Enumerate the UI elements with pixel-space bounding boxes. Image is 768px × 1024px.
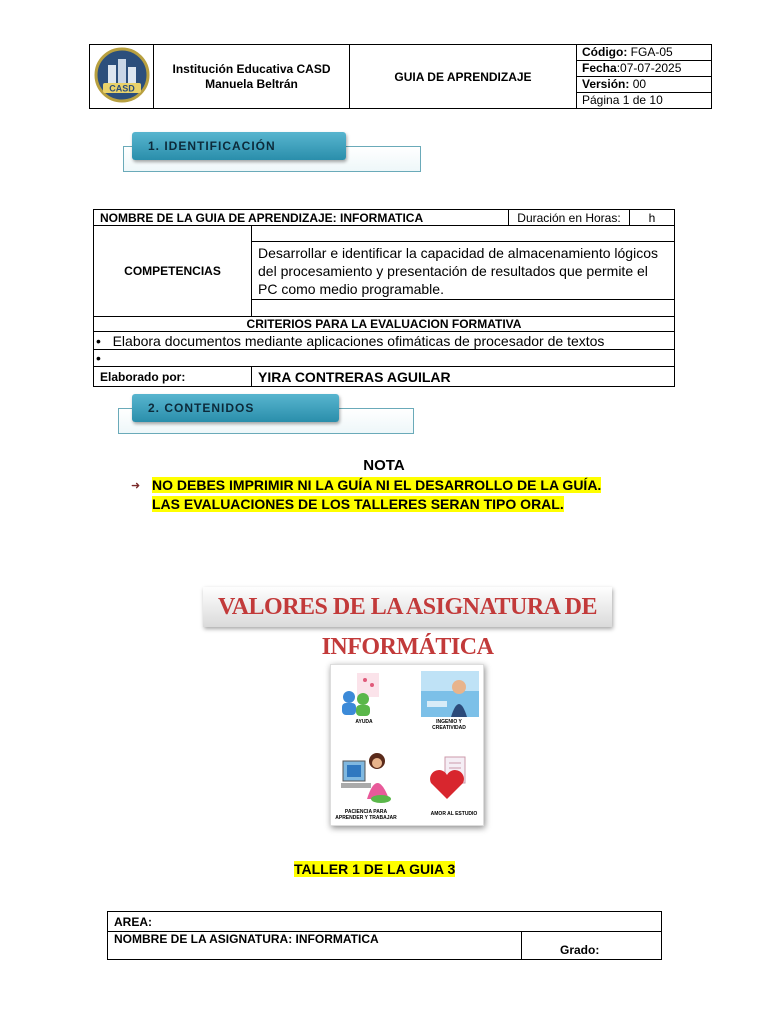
paciencia-icon	[339, 749, 395, 805]
criterio-row-2	[94, 350, 675, 367]
ingenio-caption	[423, 719, 475, 731]
fecha-cell	[577, 61, 712, 77]
ingenio-line-1: INGENIO Y	[436, 719, 462, 725]
document-header	[89, 44, 712, 109]
ingenio-icon	[421, 671, 479, 717]
paciencia-caption	[333, 809, 399, 821]
amor-caption: AMOR AL ESTUDIO	[430, 811, 478, 817]
criterios-label: CRITERIOS PARA LA EVALUACION FORMATIVA	[94, 317, 675, 332]
criterio-1-text: Elabora documentos mediante aplicaciones ofimáticas de procesador de textos	[112, 332, 605, 349]
nombre-guia-cell: NOMBRE DE LA GUIA DE APRENDIZAJE: INFORMATICA	[94, 210, 509, 226]
identification-table	[93, 209, 675, 387]
fecha-value: :07-07-2025	[616, 61, 682, 75]
valores-panel	[330, 664, 484, 826]
svg-text:CASD: CASD	[108, 83, 135, 94]
ayuda-caption: AYUDA	[355, 719, 373, 725]
version-value: 00	[629, 77, 647, 91]
paciencia-line-1: PACIENCIA PARA	[344, 809, 388, 815]
logo-cell	[90, 45, 154, 109]
paciencia-line-2: APRENDER Y TRABAJAR	[335, 815, 397, 821]
codigo-label: Código:	[582, 45, 628, 59]
competencias-empty-bottom	[252, 300, 675, 317]
version-cell	[577, 77, 712, 93]
elaborado-label: Elaborado por:	[94, 367, 252, 387]
guide-title: GUIA DE APRENDIZAJE	[350, 45, 577, 109]
nota-title: NOTA	[363, 457, 405, 474]
section-contenidos: 2. CONTENIDOS	[132, 394, 339, 422]
version-label: Versión:	[582, 77, 630, 91]
competencias-text: Desarrollar e identificar la capacidad de almacenamiento lógicos del procesamiento y presentación de resultados que permite el PC como medio programable.	[252, 242, 675, 300]
asignatura-cell: NOMBRE DE LA ASIGNATURA: INFORMATICA	[108, 932, 522, 960]
grado-cell: Grado:	[522, 932, 662, 960]
elaborado-value: YIRA CONTRERAS AGUILAR	[252, 367, 675, 387]
arrow-bullet-icon: ➜	[131, 480, 141, 492]
taller-title	[294, 861, 455, 877]
pagina-cell: Página 1 de 10	[577, 93, 712, 109]
competencias-label: COMPETENCIAS	[94, 226, 252, 317]
competencias-empty-top	[252, 226, 675, 242]
nota-text	[152, 476, 662, 514]
duracion-label: Duración en Horas:	[509, 210, 630, 226]
bullet-1: •	[96, 332, 113, 349]
ingenio-line-2: CREATIVIDAD	[432, 725, 466, 731]
valores-title: VALORES DE LA ASIGNATURA DE INFORMÁTICA	[203, 587, 612, 627]
nota-line-2: LAS EVALUACIONES DE LOS TALLERES SERAN TIPO ORAL.	[152, 496, 564, 512]
duracion-unit: h	[630, 210, 675, 226]
institution-name	[154, 45, 350, 109]
institution-line-2: Manuela Beltrán	[205, 76, 298, 91]
fecha-label: Fecha	[582, 61, 617, 75]
asignatura-table	[107, 911, 662, 960]
amor-heart-icon	[427, 755, 471, 803]
criterio-row-1	[94, 332, 675, 350]
taller-text: TALLER 1 DE LA GUIA 3	[294, 861, 456, 877]
codigo-cell	[577, 45, 712, 61]
ayuda-icon	[337, 671, 383, 717]
nota-line-1: NO DEBES IMPRIMIR NI LA GUÍA NI EL DESARROLLO DE LA GUÍA.	[152, 477, 602, 493]
codigo-value: FGA-05	[627, 45, 673, 59]
institution-line-1: Institución Educativa CASD	[172, 61, 331, 76]
section-identificacion: 1. IDENTIFICACIÓN	[132, 132, 346, 160]
bullet-2: •	[96, 350, 101, 366]
casd-logo-icon	[94, 47, 150, 103]
area-cell: AREA:	[108, 912, 662, 932]
